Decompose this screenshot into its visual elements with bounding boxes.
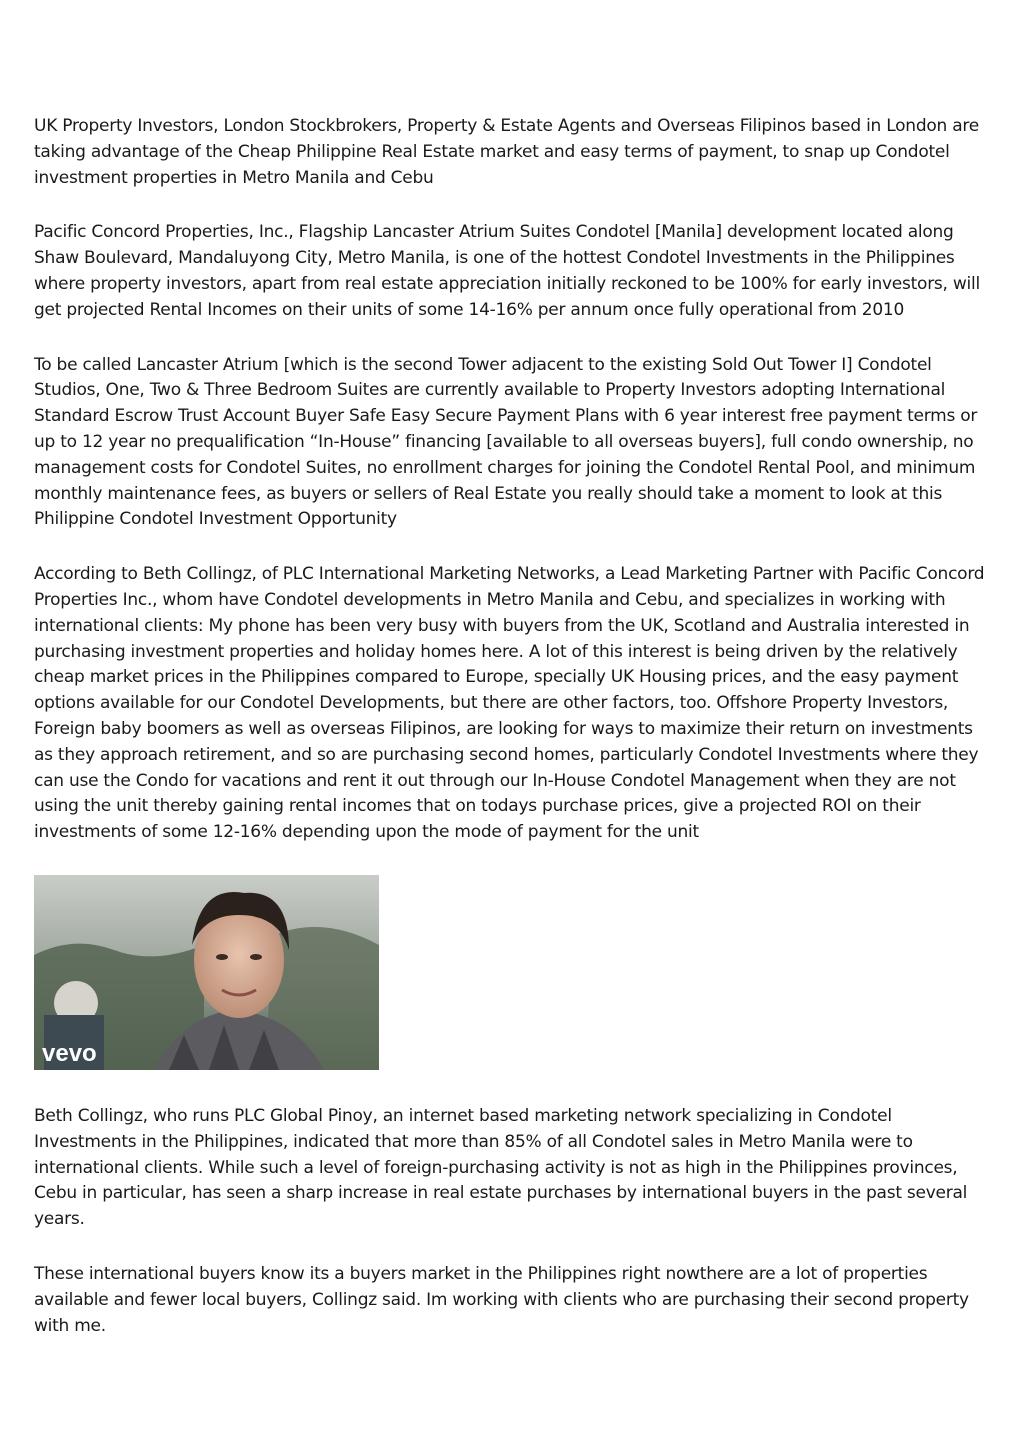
video-frame-image (34, 875, 379, 1070)
paragraph-5-text-a: Beth Collingz, who runs PLC Global Pinoy, an internet based marketing network specializing in Condotel Investments in the Philippines, indicated that more than 85% of all Condotel sales in Metro Manila were to international clients. While such a level of foreign-purchasing activity is not (34, 1105, 913, 1178)
missing-glyph-icon (34, 62, 994, 88)
paragraph-6: These international buyers know its a buyers market in the Philippines right nowthere are a lot of properties available and fewer local buyers, Collingz said. Im working with clients who are purchasing their second property with me. (34, 1263, 969, 1336)
article (34, 62, 994, 1368)
paragraph-5-text-b: as high in the Philippines provinces, Cebu in particular, has seen a sharp increase in real estate purchases by international buyers in the past several years. (34, 1157, 968, 1230)
paragraph-4: According to Beth Collingz, of PLC International Marketing Networks, a Lead Marketing Partner with Pacific Concord Properties Inc., whom have Condotel developments in Metro Manila and Cebu, and specializes in working with international clients: My phone has been very busy with buyers from the UK, Scotland and Australia interested in purchasing investment properties and holiday homes here. A lot of this interest is being driven by the relatively cheap market prices in the Philippines compared to Europe, specially UK Housing prices, and the easy payment options available for our Condotel Developments, but there are other factors, too. Offshore Property Investors, Foreign baby boomers as well as overseas Filipinos, are looking for ways to maximize their return on investments as they approach retirement, and so are purchasing second homes, particularly Condotel Investments where they can use the Condo for vacations and rent it out through our In-House Condotel Management when they are not using the unit thereby gaining rental incomes that on todays purchase prices, give a projected ROI on their investments of some 12-16% depending upon the mode of payment for the unit (34, 564, 985, 843)
paragraph-2: Pacific Concord Properties, Inc., Flagship Lancaster Atrium Suites Condotel [Manila] development located along Shaw Boulevard, Mandaluyong City, Metro Manila, is one of the hottest Condotel Investments in the Philippines where property investors, apart from real estate appreciation initially reckoned to be 100% for early investors, will get projected Rental Incomes on their units of some 14-16% per annum once fully operational from 2010 (34, 222, 980, 320)
paragraph-1: UK Property Investors, London Stockbrokers, Property & Estate Agents and Overseas Filipinos based in London are taking advantage of the Cheap Philippine Real Estate market and easy terms of payment, to snap up Condotel investment properties in Metro Manila and Cebu (34, 116, 979, 188)
paragraph-5 (34, 1104, 994, 1233)
video-thumbnail[interactable] (34, 875, 379, 1070)
vevo-watermark: vevo (42, 1039, 97, 1067)
paragraph-3: To be called Lancaster Atrium [which is the second Tower adjacent to the existing Sold Out Tower I] Condotel Studios, One, Two & Three Bedroom Suites are currently available to Property Investors adopting International Standard Escrow Trust Account Buyer Safe Easy Secure Payment Plans with 6 year interest free payment terms or up to 12 year no prequalification “In-House” financing [available to all overseas buyers], full condo ownership, no management costs for Condotel Suites, no enrollment charges for joining the Condotel Rental Pool, and minimum monthly maintenance fees, as buyers or sellers of Real Estate you really should take a moment to look at this Philippine Condotel Investment Opportunity (34, 354, 978, 530)
